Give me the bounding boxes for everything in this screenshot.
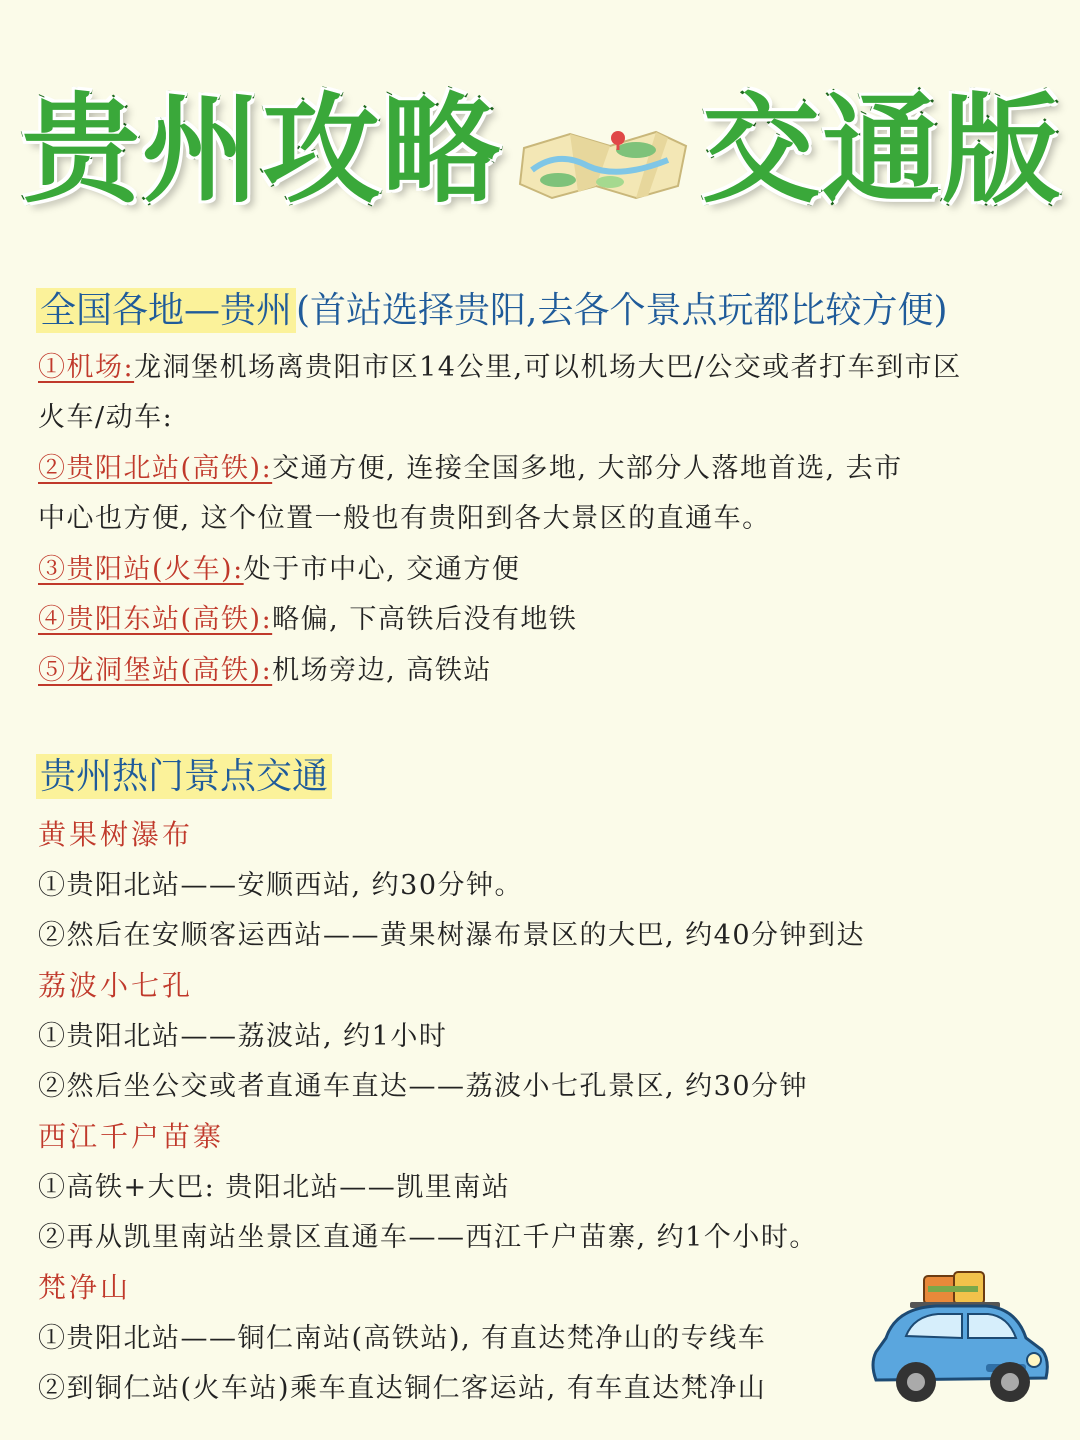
spot-line: ②到铜仁站(火车站)乘车直达铜仁客运站, 有车直达梵净山	[38, 1373, 767, 1404]
section1-heading-main: 全国各地—贵州	[36, 288, 296, 333]
spot-name: 梵净山	[38, 1271, 132, 1304]
train-heading: 火车/动车:	[38, 402, 174, 433]
spot-name: 西江千户苗寨	[38, 1120, 225, 1153]
spot-line: ①贵阳北站——荔波站, 约1小时	[38, 1021, 448, 1052]
spot-line: ①高铁+大巴: 贵阳北站——凯里南站	[38, 1172, 511, 1203]
spot-line: ①贵阳北站——铜仁南站(高铁站), 有直达梵净山的专线车	[38, 1323, 767, 1354]
spot-line: ②然后在安顺客运西站——黄果树瀑布景区的大巴, 约40分钟到达	[38, 920, 866, 951]
car-icon	[866, 1268, 1056, 1418]
station-label: ⑤龙洞堡站(高铁):	[38, 655, 273, 686]
section1-heading	[36, 286, 948, 336]
airport-line	[38, 348, 962, 388]
section1-heading-note: (首站选择贵阳,去各个景点玩都比较方便)	[296, 290, 948, 331]
page-title-left: 贵州攻略	[22, 81, 503, 219]
map-icon	[518, 120, 690, 200]
station-label: ②贵阳北站(高铁):	[38, 453, 273, 484]
spot-name: 荔波小七孔	[38, 969, 194, 1002]
station-line-4	[38, 600, 577, 640]
station-text: 略偏, 下高铁后没有地铁	[272, 604, 578, 635]
spot-name: 黄果树瀑布	[38, 818, 194, 851]
station-line-2	[38, 449, 903, 489]
section2-heading	[36, 752, 332, 802]
station-line-2-cont: 中心也方便, 这个位置一般也有贵阳到各大景区的直通车。	[38, 503, 771, 534]
spot-line: ②然后坐公交或者直通车直达——荔波小七孔景区, 约30分钟	[38, 1071, 809, 1102]
station-text: 处于市中心, 交通方便	[243, 554, 521, 585]
station-label: ④贵阳东站(高铁):	[38, 604, 273, 635]
station-text: 机场旁边, 高铁站	[272, 655, 492, 686]
page-title-right: 交通版	[702, 81, 1063, 219]
title-banner	[0, 70, 1080, 230]
station-text: 交通方便, 连接全国多地, 大部分人落地首选, 去市	[272, 453, 903, 484]
station-line-3	[38, 550, 520, 590]
spot-line: ②再从凯里南站坐景区直通车——西江千户苗寨, 约1个小时。	[38, 1222, 818, 1253]
station-line-5	[38, 651, 492, 691]
station-label: ③贵阳站(火车):	[38, 554, 244, 585]
airport-text: 龙洞堡机场离贵阳市区14公里,可以机场大巴/公交或者打车到市区	[134, 352, 962, 383]
airport-label: ①机场:	[38, 352, 135, 383]
section2-heading-text: 贵州热门景点交通	[36, 754, 332, 799]
spot-line: ①贵阳北站——安顺西站, 约30分钟。	[38, 870, 524, 901]
